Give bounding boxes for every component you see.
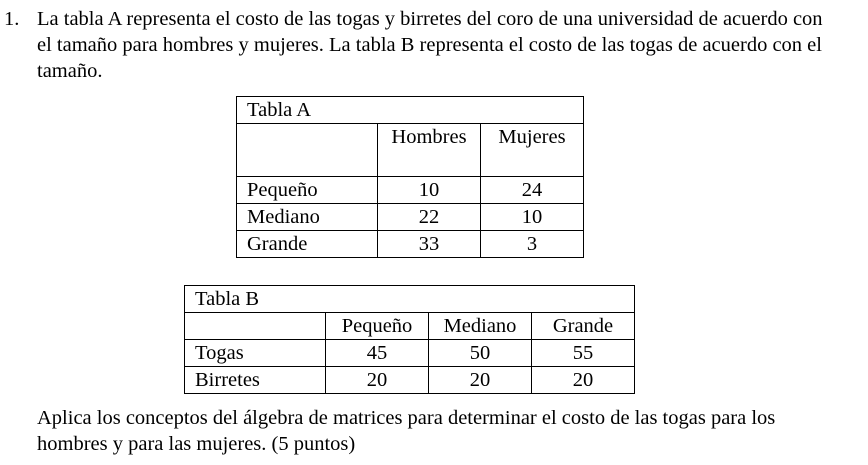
table-b-row-label: Togas [185,340,326,367]
table-a-caption: Tabla A [237,97,584,124]
table-b [184,285,635,394]
table-row [237,204,584,231]
table-cell: 22 [378,204,481,231]
table-cell: 10 [378,177,481,204]
table-b-row-label: Birretes [185,367,326,394]
table-cell: 20 [532,367,635,394]
table-b-col-header: Pequeño [326,313,429,340]
table-a-corner-cell [237,124,378,177]
problem-number: 1. [4,8,20,30]
table-cell: 20 [429,367,532,394]
problem-text: La tabla A representa el costo de las togas y birretes del coro de una universidad de acuerdo con el tamaño para hombres y mujeres. La tabla B representa el costo de las togas de acuerdo con el tamaño. [37,8,823,82]
problem-statement [4,6,834,84]
table-cell: 20 [326,367,429,394]
table-row [237,231,584,258]
table-row [237,177,584,204]
table-a-col-header: Mujeres [481,124,584,177]
table-cell: 50 [429,340,532,367]
table-cell: 24 [481,177,584,204]
table-a [236,96,584,258]
table-a-row-label: Mediano [237,204,378,231]
table-a-col-header: Hombres [378,124,481,177]
table-row [185,340,635,367]
table-b-col-header: Mediano [429,313,532,340]
table-b-corner-cell [185,313,326,340]
table-b-caption-row [185,286,635,313]
table-b-col-header: Grande [532,313,635,340]
table-a-row-label: Pequeño [237,177,378,204]
table-a-header-row [237,124,584,177]
table-a-caption-row [237,97,584,124]
table-b-caption: Tabla B [185,286,635,313]
table-row [185,367,635,394]
table-a-row-label: Grande [237,231,378,258]
table-cell: 55 [532,340,635,367]
instruction-text: Aplica los conceptos del álgebra de matrices para determinar el costo de las togas para los hombres y para las mujeres. (5 puntos) [37,407,776,455]
table-cell: 45 [326,340,429,367]
table-cell: 33 [378,231,481,258]
table-b-header-row [185,313,635,340]
table-cell: 3 [481,231,584,258]
table-cell: 10 [481,204,584,231]
